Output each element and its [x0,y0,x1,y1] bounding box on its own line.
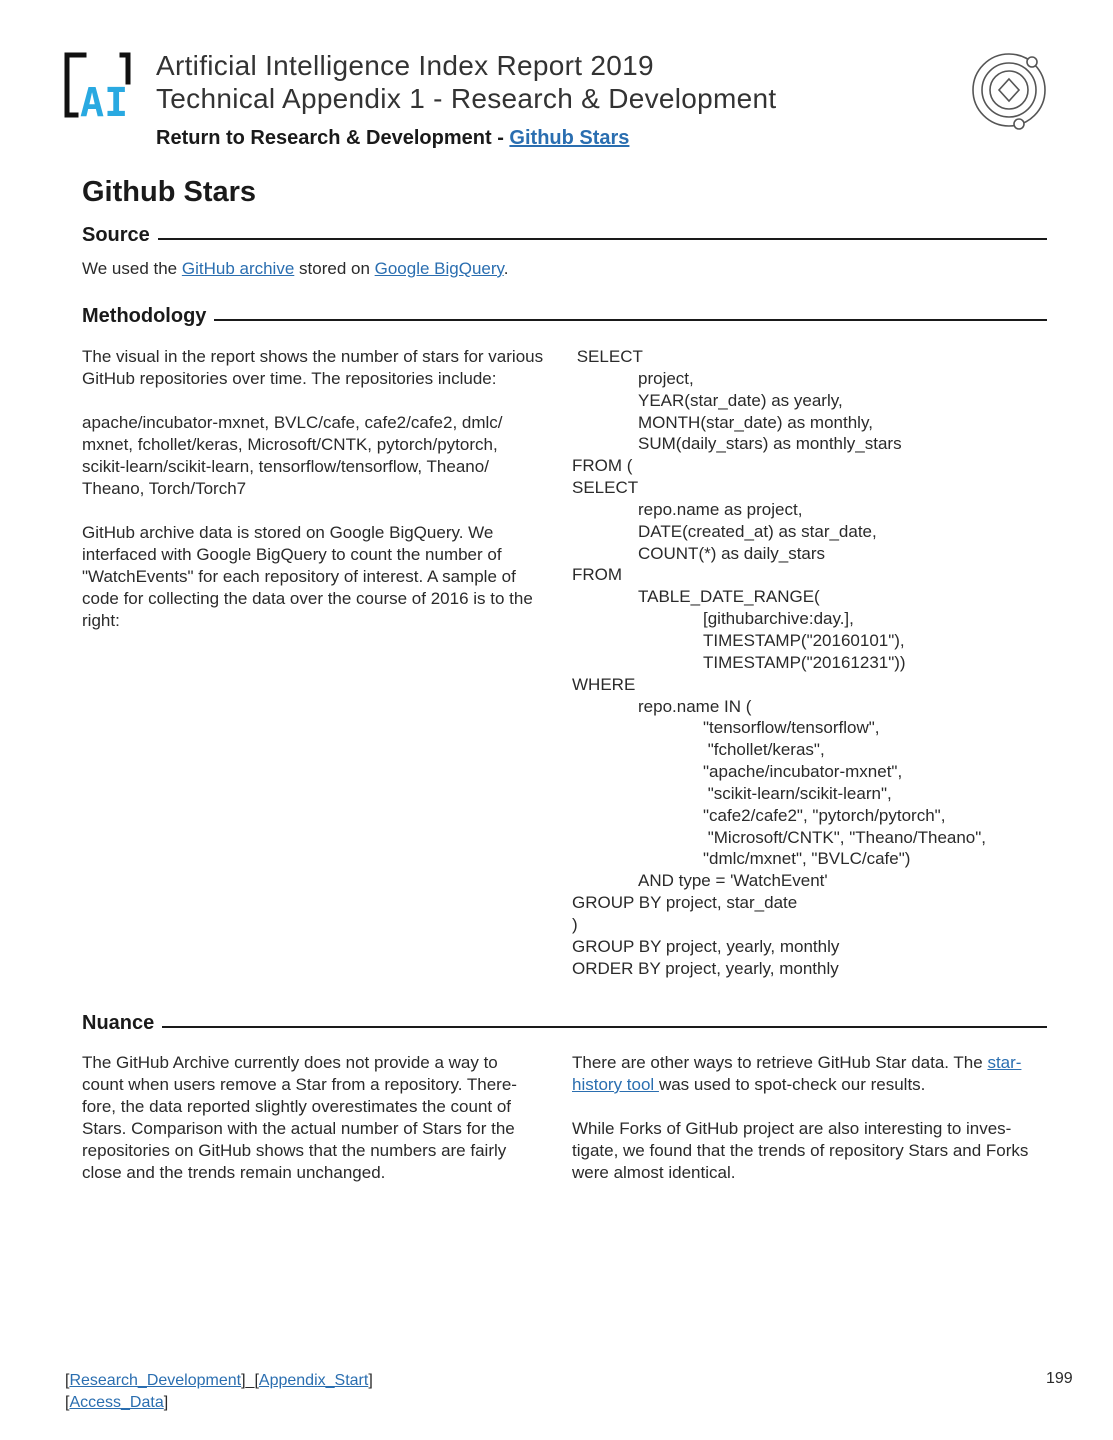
code-line: repo.name IN ( [638,696,752,716]
nuance-divider [162,1026,1047,1028]
code-line: COUNT(*) as daily_stars [638,543,826,563]
code-line: repo.name as project, [638,499,803,519]
page-title: Github Stars [82,176,257,208]
source-text-part: . [503,259,509,278]
code-line: SELECT [572,478,639,498]
return-line [156,127,629,150]
footer-nav [65,1370,373,1414]
code-line: AND type = 'WatchEvent' [638,871,828,891]
source-text-part: stored on [294,259,375,278]
source-text [82,258,509,280]
nuance-text-part: There are other ways to retrieve GitHub Star data. The [572,1053,988,1072]
sql-code-sample [572,346,1042,979]
source-text-part: We used the [82,259,182,278]
return-link-github-stars[interactable]: Github Stars [509,127,630,149]
code-line: "scikit-learn/scikit-learn", [703,783,892,803]
code-line: [githubarchive:day.], [703,609,854,629]
star-history-tool-link[interactable]: star-history tool [572,1053,1022,1094]
methodology-paragraph: The visual in the report shows the number of stars for various GitHub repositories over time. The repositories include: [82,347,544,388]
code-line: "Microsoft/CNTK", "Theano/Theano", [703,827,987,847]
appendix-start-link[interactable]: Appendix_Start [258,1372,369,1389]
code-line: TIMESTAMP("20161231")) [703,652,906,672]
page-number: 199 [1046,1370,1073,1387]
methodology-heading [82,305,1047,328]
footer-line: [Access_Data] [65,1394,169,1411]
nuance-paragraph [572,1052,1042,1096]
code-line: "fchollet/keras", [703,740,825,760]
emblem-icon [968,52,1050,132]
nuance-right-text [572,1052,1042,1206]
source-heading [82,224,1047,247]
code-line: ORDER BY project, yearly, monthly [572,958,839,978]
code-line: TABLE_DATE_RANGE( [638,587,820,607]
methodology-text [82,346,544,654]
return-prefix: Return to Research & Development - [156,127,510,149]
code-line: "dmlc/mxnet", "BVLC/cafe") [703,849,911,869]
source-divider [158,238,1047,240]
code-line: "cafe2/cafe2", "pytorch/pytorch", [703,805,946,825]
ai-index-logo [64,52,142,120]
nuance-heading [82,1012,1047,1035]
code-line: ) [572,914,578,934]
nuance-left-text: The GitHub Archive currently does not provide a way to count when users remove a Star from a repository. There-fore, the data reported slightly overestimates the count of Stars. Comparison with the actual number of Stars for the repositories on GitHub shows that the numbers are fairly close and the trends remain unchanged. [82,1053,517,1182]
github-archive-link[interactable]: GitHub archive [181,259,295,278]
code-line: TIMESTAMP("20160101"), [703,630,905,650]
code-line: "tensorflow/tensorflow", [703,718,880,738]
nuance-heading-label: Nuance [82,1012,155,1034]
methodology-paragraph: GitHub archive data is stored on Google BigQuery. We interfaced with Google BigQuery to count the number of "WatchEvents" for each repository of interest. A sample of code for collecting the data over the course of 2016 is to the right: [82,523,533,630]
source-heading-label: Source [82,224,150,246]
research-development-link[interactable]: Research_Development [69,1372,242,1389]
code-line: DATE(created_at) as star_date, [638,521,877,541]
code-line: MONTH(star_date) as monthly, [638,412,873,432]
methodology-paragraph: apache/incubator-mxnet, BVLC/cafe, cafe2/cafe2, dmlc/ mxnet, fchollet/keras, Microsoft/CNTK, pytorch/pytorch, scikit-learn/scikit-learn, tensorflow/tensorflow, Theano/ Theano, Torch/Torch7 [82,413,503,498]
nuance-paragraph: While Forks of GitHub project are also interesting to inves-tigate, we found that the trends of repository Stars and Forks were almost identical. [572,1119,1029,1182]
logo-text: AI [80,80,129,120]
code-line: FROM [572,565,623,585]
code-line: GROUP BY project, star_date [572,893,798,913]
nuance-text-part: was used to spot-check our results. [658,1075,926,1094]
code-line: GROUP BY project, yearly, monthly [572,936,840,956]
code-line: WHERE [572,674,636,694]
code-line: YEAR(star_date) as yearly, [638,390,843,410]
code-line: SUM(daily_stars) as monthly_stars [638,434,902,454]
report-title: Artificial Intelligence Index Report 2019 [156,50,654,81]
report-subtitle: Technical Appendix 1 - Research & Development [156,83,777,114]
methodology-divider [214,319,1047,321]
code-line: SELECT [572,347,643,366]
code-line: "apache/incubator-mxnet", [703,762,903,782]
methodology-heading-label: Methodology [82,305,207,327]
google-bigquery-link[interactable]: Google BigQuery [374,259,504,278]
footer-line: [Research_Development]_[Appendix_Start] [65,1372,373,1389]
code-line: FROM ( [572,456,633,476]
access-data-link[interactable]: Access_Data [69,1394,164,1411]
code-line: project, [638,368,694,388]
